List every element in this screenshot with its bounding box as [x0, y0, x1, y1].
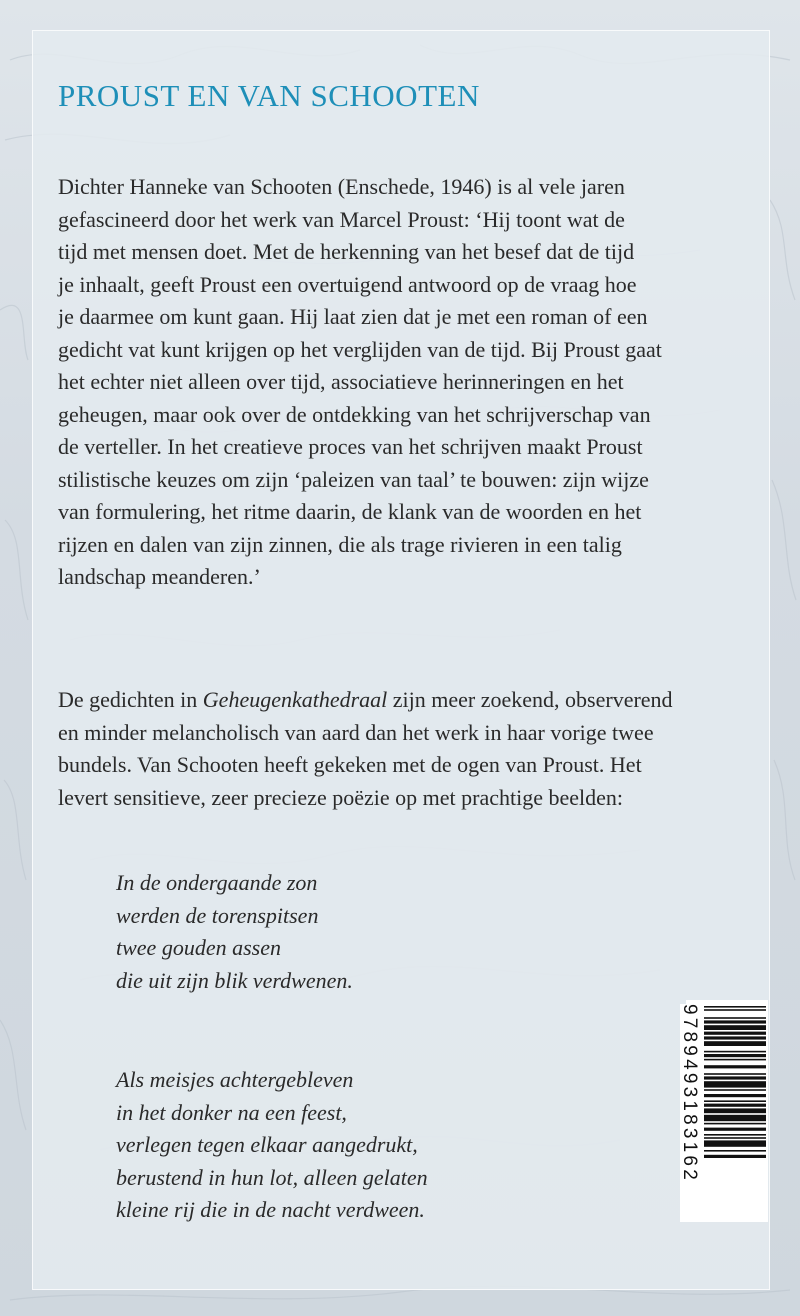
barcode-bar — [704, 1150, 766, 1152]
paragraph-line: rijzen en dalen van zijn zinnen, die als trage rivieren in een talig — [58, 531, 622, 557]
paragraph-collection — [58, 684, 758, 814]
paragraph-line: gedicht vat kunt krijgen op het verglijden van de tijd. Bij Proust gaat — [58, 336, 662, 362]
barcode-bar — [704, 1076, 766, 1079]
paragraph-line: je daarmee om kunt gaan. Hij laat zien dat je met een roman of een — [58, 304, 648, 329]
poem-line: Als meisjes achtergebleven — [116, 1067, 354, 1092]
barcode-bar — [704, 1041, 766, 1046]
barcode-bar — [704, 1059, 766, 1061]
barcode-bar — [704, 1025, 766, 1030]
poem-line: in het donker na een feest, — [116, 1099, 347, 1125]
barcode-bar — [704, 1115, 766, 1121]
poem-line: die uit zijn blik verdwenen. — [116, 967, 353, 993]
book-title: Geheugenkathedraal — [202, 687, 388, 712]
barcode-bar — [704, 1017, 766, 1019]
barcode-bar — [704, 1054, 766, 1057]
barcode-bar — [704, 1104, 766, 1107]
paragraph-line: en minder melancholisch van aard dan het werk in haar vorige twee — [58, 719, 654, 745]
poem-stanza-1 — [116, 867, 353, 997]
barcode-bar — [704, 1089, 766, 1091]
paragraph-line: je inhaalt, geeft Proust een overtuigend antwoord op de vraag hoe — [58, 271, 637, 297]
barcode-bar — [704, 1006, 766, 1008]
barcode-bar — [704, 1032, 766, 1035]
poem-line: twee gouden assen — [116, 935, 281, 960]
paragraph-line: het echter niet alleen over tijd, associatieve herinneringen en het — [58, 369, 624, 394]
barcode-bar — [704, 1020, 766, 1023]
barcode-bar — [704, 1128, 766, 1131]
barcode-bar — [704, 1134, 766, 1136]
paragraph-line: de verteller. In het creatieve proces van het schrijven maakt Proust — [58, 434, 643, 459]
barcode — [704, 1004, 766, 1222]
paragraph-line — [58, 684, 758, 717]
poem-stanza-2 — [116, 1064, 428, 1227]
barcode-bar — [704, 1051, 766, 1053]
barcode-bar — [704, 1140, 766, 1146]
barcode-bar — [704, 1100, 766, 1102]
poem-line: verlegen tegen elkaar aangedrukt, — [116, 1132, 418, 1157]
barcode-bar — [704, 1009, 766, 1011]
barcode-bar — [704, 1065, 766, 1068]
page-title: PROUST EN VAN SCHOOTEN — [58, 78, 480, 113]
paragraph-line: bundels. Van Schooten heeft gekeken met de ogen van Proust. Het — [58, 752, 642, 777]
poem-line: kleine rij die in de nacht verdween. — [116, 1197, 425, 1222]
barcode-bar — [704, 1081, 766, 1087]
paragraph-intro — [58, 171, 758, 594]
paragraph-line: gefascineerd door het werk van Marcel Proust: ‘Hij toont wat de — [58, 206, 625, 232]
paragraph-line: geheugen, maar ook over de ontdekking van het schrijverschap van — [58, 401, 651, 427]
poem-line: berustend in hun lot, alleen gelaten — [116, 1164, 428, 1190]
paragraph-line: Dichter Hanneke van Schooten (Enschede, 1946) is al vele jaren — [58, 174, 625, 199]
paragraph-line: stilistische keuzes om zijn ‘paleizen van taal’ te bouwen: zijn wijze — [58, 466, 649, 492]
poem-line: In de ondergaande zon — [116, 870, 318, 895]
barcode-bar — [704, 1123, 766, 1125]
barcode-bar — [704, 1137, 766, 1139]
barcode-bar — [704, 1073, 766, 1075]
paragraph-line: tijd met mensen doet. Met de herkenning van het besef dat de tijd — [58, 239, 635, 264]
paragraph-text: De gedichten in — [58, 687, 203, 712]
paragraph-line: levert sensitieve, zeer precieze poëzie op met prachtige beelden: — [58, 784, 623, 810]
barcode-digits: 9789493183162 — [680, 1004, 700, 1222]
poem-line: werden de torenspitsen — [116, 902, 319, 928]
barcode-bar — [704, 1094, 766, 1097]
paragraph-line: van formulering, het ritme daarin, de klank van de woorden en het — [58, 499, 642, 524]
barcode-bar — [704, 1155, 766, 1158]
paragraph-line: landschap meanderen.’ — [58, 564, 261, 589]
paragraph-text: zijn meer zoekend, observerend — [387, 687, 673, 712]
barcode-bar — [704, 1036, 766, 1039]
barcode-bar — [704, 1108, 766, 1113]
